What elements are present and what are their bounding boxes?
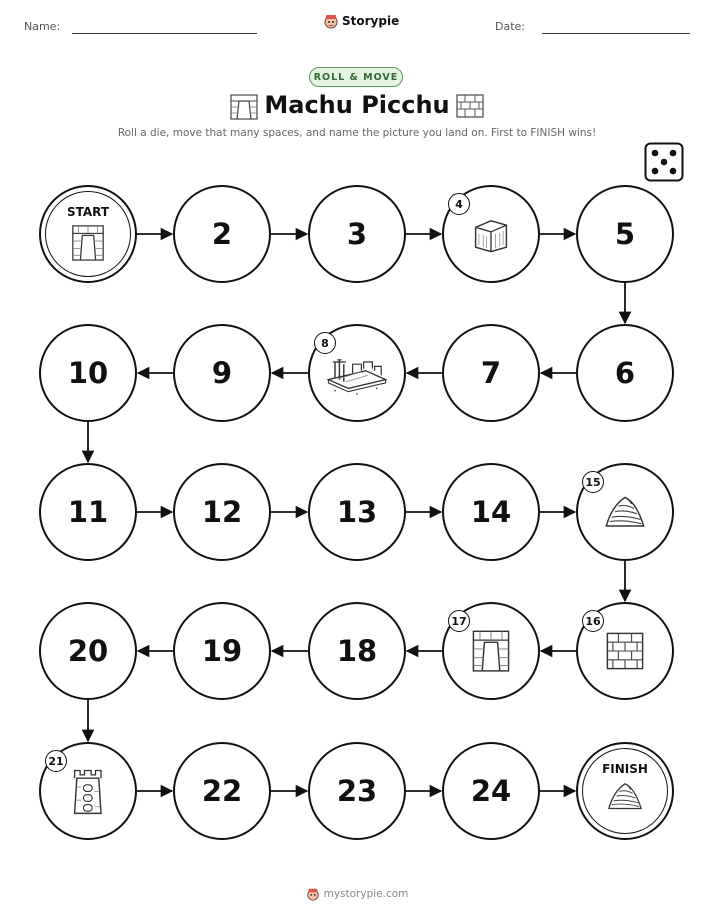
terraced-mountain-icon	[603, 493, 647, 530]
stone-tower-icon	[68, 765, 108, 818]
ruins-icon	[324, 351, 390, 395]
date-label: Date:	[495, 20, 525, 33]
board-space-21	[39, 742, 137, 840]
space-number: 2	[211, 217, 233, 251]
board-space-5	[576, 185, 674, 283]
space-number: 18	[336, 634, 378, 668]
board-space-14	[442, 463, 540, 561]
board-space-17	[442, 602, 540, 700]
terraced-mountain-icon	[578, 780, 672, 812]
space-number-badge: 21	[45, 750, 67, 772]
space-number-badge: 17	[448, 610, 470, 632]
space-number: 20	[67, 634, 109, 668]
space-number: 6	[614, 356, 636, 390]
board-space-7	[442, 324, 540, 422]
board-space-12	[173, 463, 271, 561]
space-number-badge: 8	[314, 332, 336, 354]
board-space-20	[39, 602, 137, 700]
space-number: 11	[67, 495, 109, 529]
board-space-8	[308, 324, 406, 422]
board-space-4	[442, 185, 540, 283]
board-space-16	[576, 602, 674, 700]
board-space-3	[308, 185, 406, 283]
space-number: 23	[336, 774, 378, 808]
board-space-15	[576, 463, 674, 561]
space-number-badge: 4	[448, 193, 470, 215]
storypie-mascot-icon	[306, 887, 320, 901]
board-space-10	[39, 324, 137, 422]
board-space-13	[308, 463, 406, 561]
stone-doorway-icon	[469, 628, 513, 674]
footer-url: mystorypie.com	[323, 888, 409, 900]
finish-space	[576, 742, 674, 840]
space-number-badge: 16	[582, 610, 604, 632]
board-space-9	[173, 324, 271, 422]
space-number: 13	[336, 495, 378, 529]
stone-wall-icon	[603, 629, 647, 673]
game-type-badge: ROLL & MOVE	[309, 67, 403, 87]
board-space-23	[308, 742, 406, 840]
space-number: 5	[614, 217, 636, 251]
instructions: Roll a die, move that many spaces, and name the picture you land on. First to FINISH wins!	[117, 127, 597, 139]
board-space-22	[173, 742, 271, 840]
board-space-24	[442, 742, 540, 840]
start-space	[39, 185, 137, 283]
footer	[0, 887, 714, 901]
stone-block-icon	[469, 212, 513, 256]
stone-doorway-icon	[41, 223, 135, 263]
brand-name: Storypie	[342, 14, 400, 28]
finish-label: FINISH	[602, 762, 648, 776]
space-number: 12	[201, 495, 243, 529]
board-space-6	[576, 324, 674, 422]
space-number: 7	[480, 356, 502, 390]
name-label: Name:	[24, 20, 61, 33]
page-title: Machu Picchu	[264, 91, 450, 119]
space-number-badge: 15	[582, 471, 604, 493]
space-number: 24	[470, 774, 512, 808]
board-space-2	[173, 185, 271, 283]
board-space-18	[308, 602, 406, 700]
space-number: 3	[346, 217, 368, 251]
space-number: 9	[211, 356, 233, 390]
space-number: 10	[67, 356, 109, 390]
space-number: 14	[470, 495, 512, 529]
board-space-19	[173, 602, 271, 700]
board-space-11	[39, 463, 137, 561]
start-label: START	[66, 205, 110, 219]
space-number: 19	[201, 634, 243, 668]
space-number: 22	[201, 774, 243, 808]
